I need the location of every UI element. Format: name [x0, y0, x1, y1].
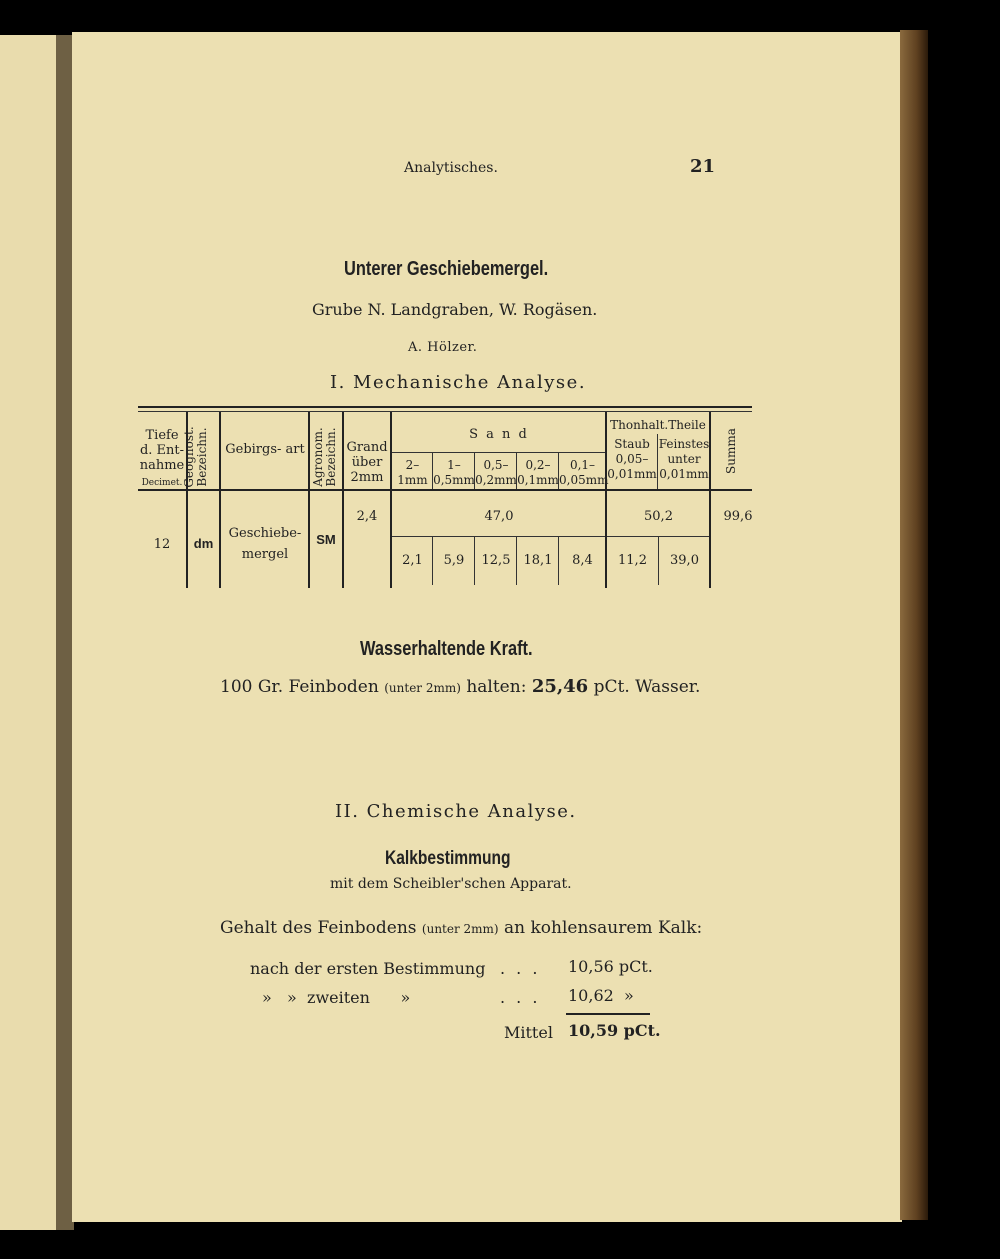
author: A. Hölzer.: [408, 340, 478, 355]
heading: Unterer Geschiebemergel.: [344, 258, 549, 280]
location: Grube N. Landgraben, W. Rogäsen.: [312, 300, 598, 319]
header-geognost: Geognost. Bezeichn.: [182, 426, 209, 488]
cell-summa: 99,6: [723, 509, 753, 524]
heading-water: Wasserhaltende Kraft.: [360, 638, 533, 660]
header-sand-col-5: 0,1– 0,05mm: [559, 458, 609, 487]
header-sand: S a n d: [469, 427, 529, 442]
result-1-dots: . . .: [500, 959, 541, 978]
header-sand-col-2: 1– 0,5mm: [433, 458, 475, 487]
header-tiefe-unit: Decimet.: [141, 478, 183, 488]
cell-sand-3: 12,5: [481, 553, 511, 568]
result-1-value: 10,56 pCt.: [568, 957, 653, 976]
header-staub: Staub 0,05– 0,01mm: [607, 437, 657, 481]
gehalt-prefix: Gehalt des Feinbodens: [220, 918, 417, 938]
cell-thon-total: 50,2: [644, 509, 673, 524]
header-sand-col-4: 0,2– 0,1mm: [517, 458, 559, 487]
water-suffix: pCt. Wasser.: [593, 677, 701, 697]
result-2-value: 10,62 »: [568, 986, 634, 1005]
header-sand-col-3: 0,5– 0,2mm: [475, 458, 517, 487]
water-value: 25,46: [531, 676, 589, 697]
header-agronom: Agronom. Bezeichn.: [311, 427, 338, 487]
running-title: Analytisches.: [404, 160, 498, 176]
water-prefix: 100 Gr. Feinboden: [220, 677, 379, 697]
header-thon: Thonhalt.Theile: [610, 418, 706, 432]
sum-rule: [566, 1013, 650, 1015]
header-sand-col-1: 2– 1mm: [397, 458, 428, 487]
cell-grand: 2,4: [356, 509, 378, 524]
cell-tiefe: 12: [153, 537, 171, 552]
water-verb: halten:: [466, 677, 527, 697]
gehalt-line: [220, 918, 702, 938]
header-gebirgsart: Gebirgs- art: [225, 442, 305, 457]
cell-geognost: dm: [193, 536, 214, 551]
header-feinstes: Feinstes unter 0,01mm: [658, 437, 710, 481]
left-page: [0, 35, 58, 1230]
cell-sand-2: 5,9: [443, 553, 465, 568]
section-chemical: II. Chemische Analyse.: [335, 801, 577, 822]
result-2-label: » » zweiten »: [262, 988, 411, 1007]
heading-kalk: Kalkbestimmung: [385, 848, 511, 869]
apparatus: mit dem Scheibler'schen Apparat.: [330, 876, 572, 892]
page-edge: [900, 30, 928, 1220]
cell-sand-5: 8,4: [572, 553, 593, 568]
header-summa: Summa: [724, 428, 738, 474]
water-line: [220, 676, 700, 697]
cell-feinstes: 39,0: [670, 553, 699, 568]
cell-sand-1: 2,1: [402, 553, 423, 568]
header-grand: Grand über 2mm: [346, 440, 388, 485]
section-mechanical: I. Mechanische Analyse.: [330, 372, 587, 393]
cell-staub: 11,2: [618, 553, 647, 568]
cell-gebirgsart: Geschiebe- mergel: [228, 526, 302, 562]
cell-sand-4: 18,1: [523, 553, 553, 568]
result-1-label: nach der ersten Bestimmung: [250, 959, 486, 978]
cell-sand-total: 47,0: [484, 509, 514, 524]
mean-value: 10,59 pCt.: [568, 1021, 661, 1040]
mean-label: Mittel: [504, 1023, 553, 1042]
header-tiefe: Tiefe d. Ent- nahme: [139, 428, 185, 473]
page-number: 21: [690, 156, 716, 177]
page: [72, 32, 902, 1222]
result-2-dots: . . .: [500, 988, 541, 1007]
water-note: (unter 2mm): [384, 681, 461, 695]
gehalt-suffix: an kohlensaurem Kalk:: [504, 918, 703, 938]
cell-agronom: SM: [316, 532, 336, 547]
gehalt-note: (unter 2mm): [421, 922, 499, 936]
